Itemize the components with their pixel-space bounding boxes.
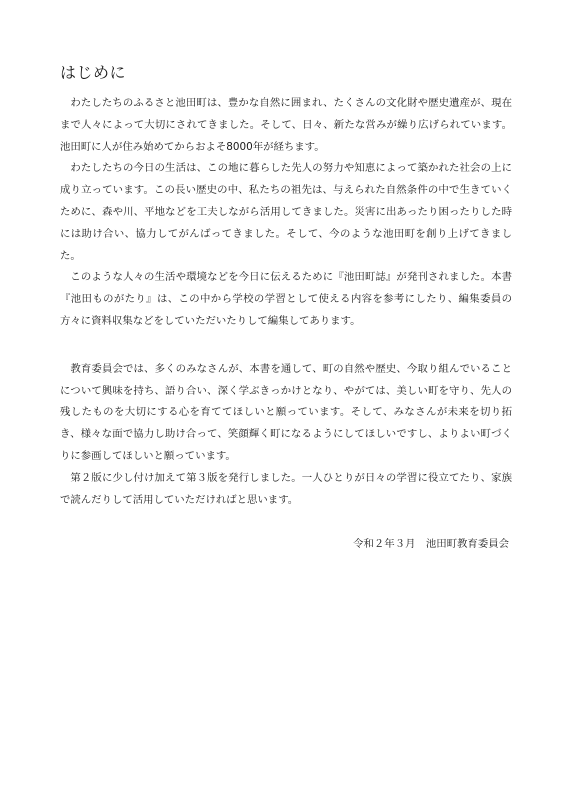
paragraph-gap — [60, 333, 512, 359]
paragraph-4: 教育委員会では、多くのみなさんが、本書を通して、町の自然や歴史、今取り組んでいることについて興味を持ち、語り合い、深く学ぶきっかけとなり、やがては、美しい町を守り、先人の残したものを大切にする心を育ててほしいと願っています。そして、みなさんが未来を切り拓き、様々な面で協力し助け合って、笑顔輝く町になるようにしてほしいですし、よりよい町づくりに参画してほしいと願っています。 — [60, 362, 512, 462]
signature-line: 令和２年３月 池田町教育委員会 — [353, 538, 509, 550]
body-text — [60, 93, 512, 511]
paragraph-5: 第２版に少し付け加えて第３版を発行しました。一人ひとりが日々の学習に役立てたり、家族で読んだりして活用していただければと思います。 — [60, 471, 512, 506]
paragraph-2: わたしたちの今日の生活は、この地に暮らした先人の努力や知恵によって築かれた社会の上に成り立っています。この長い歴史の中、私たちの祖先は、与えられた自然条件の中で生きていくために、森や川、平地などを工夫しながら活用してきました。災害に出あったり困ったりした時には助け合い、協力してがんばってきました。そして、今のような池田町を創り上げてきました。 — [60, 162, 512, 262]
page-title: はじめに — [60, 63, 127, 82]
paragraph-1: わたしたちのふるさと池田町は、豊かな自然に囲まれ、たくさんの文化財や歴史遺産が、現在まで人々によって大切にされてきました。そして、日々、新たな営みが繰り広げられています。池田町に人が住み始めてからおよそ8000年が経ちます。 — [60, 97, 512, 153]
paragraph-3: このような人々の生活や環境などを今日に伝えるために『池田町誌』が発刊されました。本書『池田ものがたり』は、この中から学校の学習として使える内容を参考にしたり、編集委員の方々に資料収集などをしていただいたりして編集してあります。 — [60, 271, 512, 327]
